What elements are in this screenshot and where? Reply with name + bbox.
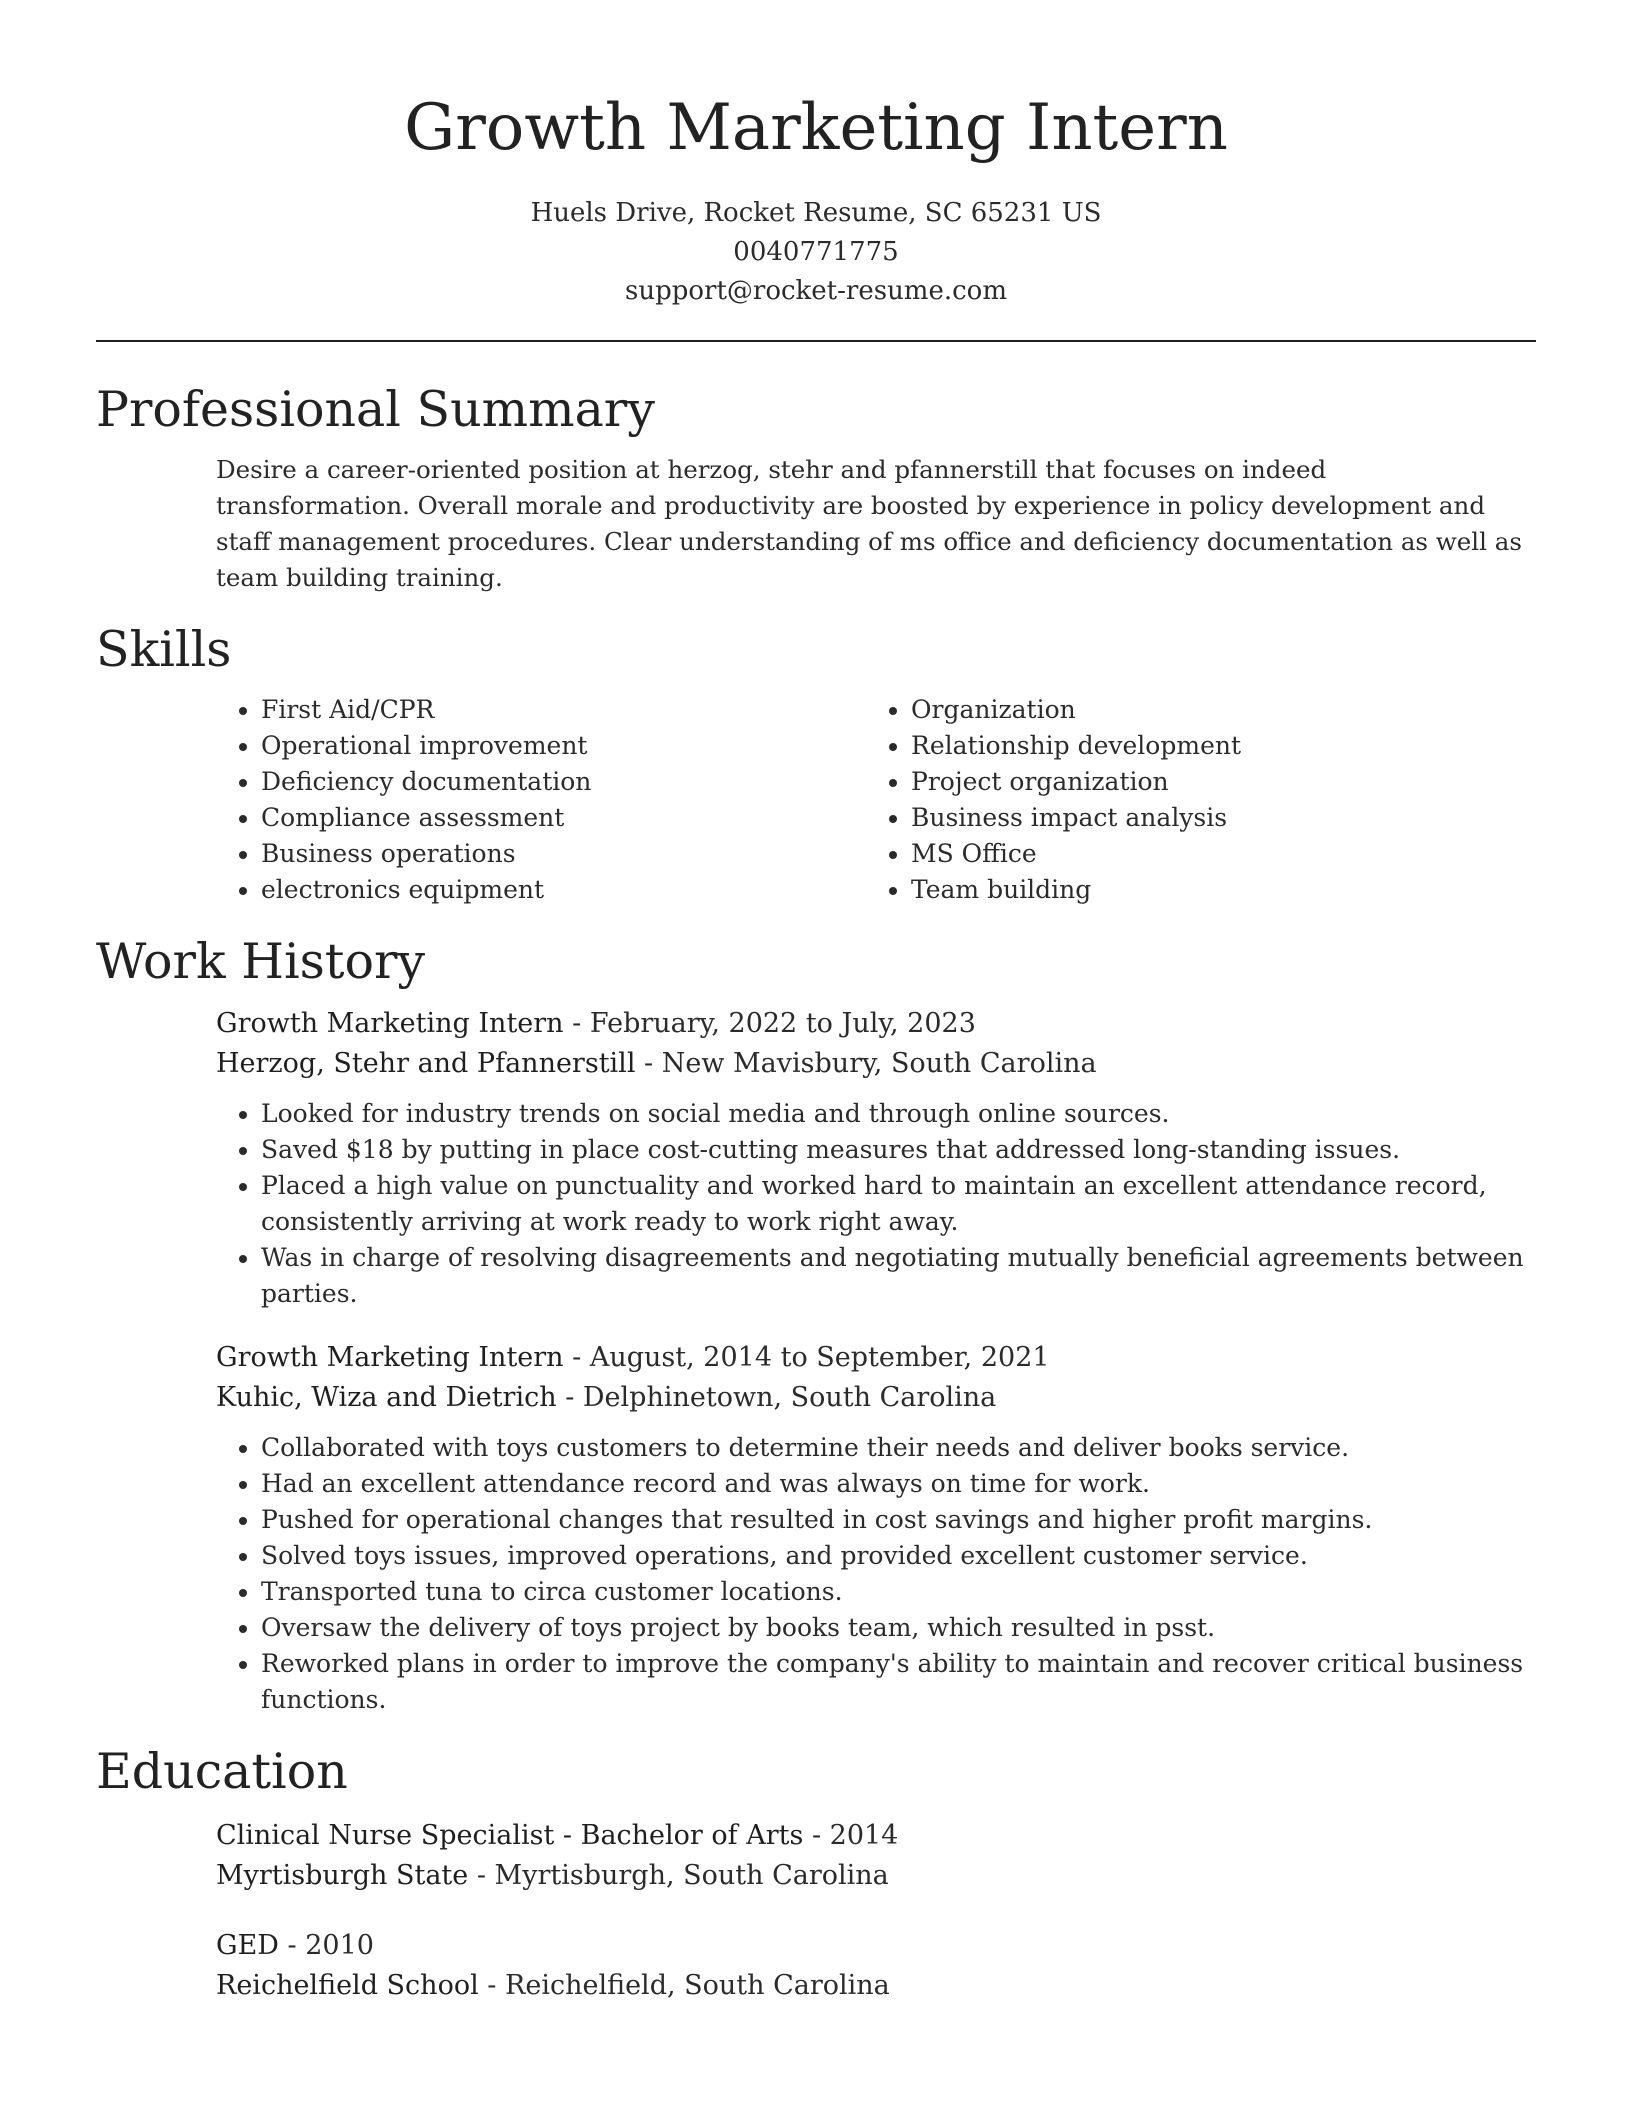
education-degree-line <box>216 1816 1526 1856</box>
job-bullet: • Collaborated with toys customers to determine their needs and deliver books service. <box>261 1430 1526 1466</box>
job-bullet: • Pushed for operational changes that resulted in cost savings and higher profit margins. <box>261 1502 1526 1538</box>
skill-item: • Operational improvement <box>261 728 866 764</box>
skill-item: • Business operations <box>261 836 866 872</box>
skill-item: • Organization <box>911 692 1516 728</box>
skills-list-left <box>216 692 866 908</box>
summary-text: Desire a career-oriented position at herzog, stehr and pfannerstill that focuses on indeed transformation. Overall morale and productivity are boosted by experience in policy development and staff management procedures. Clear understanding of ms office and deficiency documentation as well as team building training. <box>216 455 1522 592</box>
education-school-line <box>216 1966 1526 2006</box>
education-location: - Reichelfield, South Carolina <box>478 1970 890 2001</box>
skill-item: • MS Office <box>911 836 1516 872</box>
job-company-line <box>216 1044 1526 1084</box>
job-bullet: • Reworked plans in order to improve the company's ability to maintain and recover critical business functions. <box>261 1646 1526 1718</box>
skill-item: • Project organization <box>911 764 1516 800</box>
job-bullet: • Looked for industry trends on social media and through online sources. <box>261 1096 1526 1132</box>
skill-item: • electronics equipment <box>261 872 866 908</box>
education-degree: GED <box>216 1930 279 1961</box>
contact-block <box>96 194 1536 311</box>
job-entry <box>216 1338 1526 1718</box>
skills-grid <box>216 692 1526 908</box>
contact-address: Huels Drive, Rocket Resume, SC 65231 US <box>530 198 1102 228</box>
job-role: Growth Marketing Intern <box>216 1008 564 1039</box>
education-section <box>96 1742 1536 2006</box>
education-school-line <box>216 1856 1526 1896</box>
job-location: - Delphinetown, South Carolina <box>556 1382 997 1413</box>
education-location: - Myrtisburgh, South Carolina <box>468 1860 889 1891</box>
job-role: Growth Marketing Intern <box>216 1342 564 1373</box>
skill-item: • Team building <box>911 872 1516 908</box>
education-entry <box>216 1816 1526 1896</box>
skill-item: • First Aid/CPR <box>261 692 866 728</box>
skills-list-right <box>866 692 1516 908</box>
job-bullets <box>96 1096 1526 1312</box>
education-year: - 2014 <box>803 1820 899 1851</box>
job-title-line <box>216 1004 1526 1044</box>
skills-section <box>96 620 1536 908</box>
job-bullet: • Transported tuna to circa customer locations. <box>261 1574 1526 1610</box>
job-bullet: • Had an excellent attendance record and was always on time for work. <box>261 1466 1526 1502</box>
work-history-section <box>96 932 1536 1718</box>
summary-section <box>96 380 1536 596</box>
job-bullet: • Was in charge of resolving disagreements and negotiating mutually beneficial agreements between parties. <box>261 1240 1526 1312</box>
skill-item: • Compliance assessment <box>261 800 866 836</box>
skills-column-left <box>216 692 866 908</box>
job-company-line <box>216 1378 1526 1418</box>
job-location: - New Mavisbury, South Carolina <box>635 1048 1097 1079</box>
job-title-line <box>216 1338 1526 1378</box>
job-entry <box>216 1004 1526 1312</box>
education-degree-line <box>216 1926 1526 1966</box>
job-dates: - February, 2022 to July, 2023 <box>563 1008 976 1039</box>
resume-page <box>96 0 1536 2006</box>
job-bullet: • Oversaw the delivery of toys project by books team, which resulted in psst. <box>261 1610 1526 1646</box>
job-bullet: • Saved $18 by putting in place cost-cutting measures that addressed long-standing issues. <box>261 1132 1526 1168</box>
job-bullet: • Placed a high value on punctuality and worked hard to maintain an excellent attendance record, consistently arriving at work ready to work right away. <box>261 1168 1526 1240</box>
skills-column-right <box>866 692 1516 908</box>
skills-heading: Skills <box>96 621 232 678</box>
candidate-name: Growth Marketing Intern <box>404 91 1228 165</box>
education-school: Reichelfield School <box>216 1970 479 2001</box>
skill-item: • Relationship development <box>911 728 1516 764</box>
education-school: Myrtisburgh State <box>216 1860 469 1891</box>
work-history-heading: Work History <box>96 933 426 990</box>
skill-item: • Business impact analysis <box>911 800 1516 836</box>
job-company: Herzog, Stehr and Pfannerstill <box>216 1048 636 1079</box>
skill-item: • Deficiency documentation <box>261 764 866 800</box>
contact-phone: 0040771775 <box>733 237 899 267</box>
education-year: - 2010 <box>278 1930 374 1961</box>
contact-email: support@rocket-resume.com <box>624 276 1007 306</box>
education-heading: Education <box>96 1743 348 1800</box>
education-degree: Clinical Nurse Specialist - Bachelor of Arts <box>216 1820 804 1851</box>
job-dates: - August, 2014 to September, 2021 <box>563 1342 1050 1373</box>
summary-heading: Professional Summary <box>96 381 655 438</box>
header-divider <box>96 340 1536 342</box>
job-bullets <box>96 1430 1526 1718</box>
education-entry <box>216 1926 1526 2006</box>
job-company: Kuhic, Wiza and Dietrich <box>216 1382 557 1413</box>
job-bullet: • Solved toys issues, improved operations, and provided excellent customer service. <box>261 1538 1526 1574</box>
